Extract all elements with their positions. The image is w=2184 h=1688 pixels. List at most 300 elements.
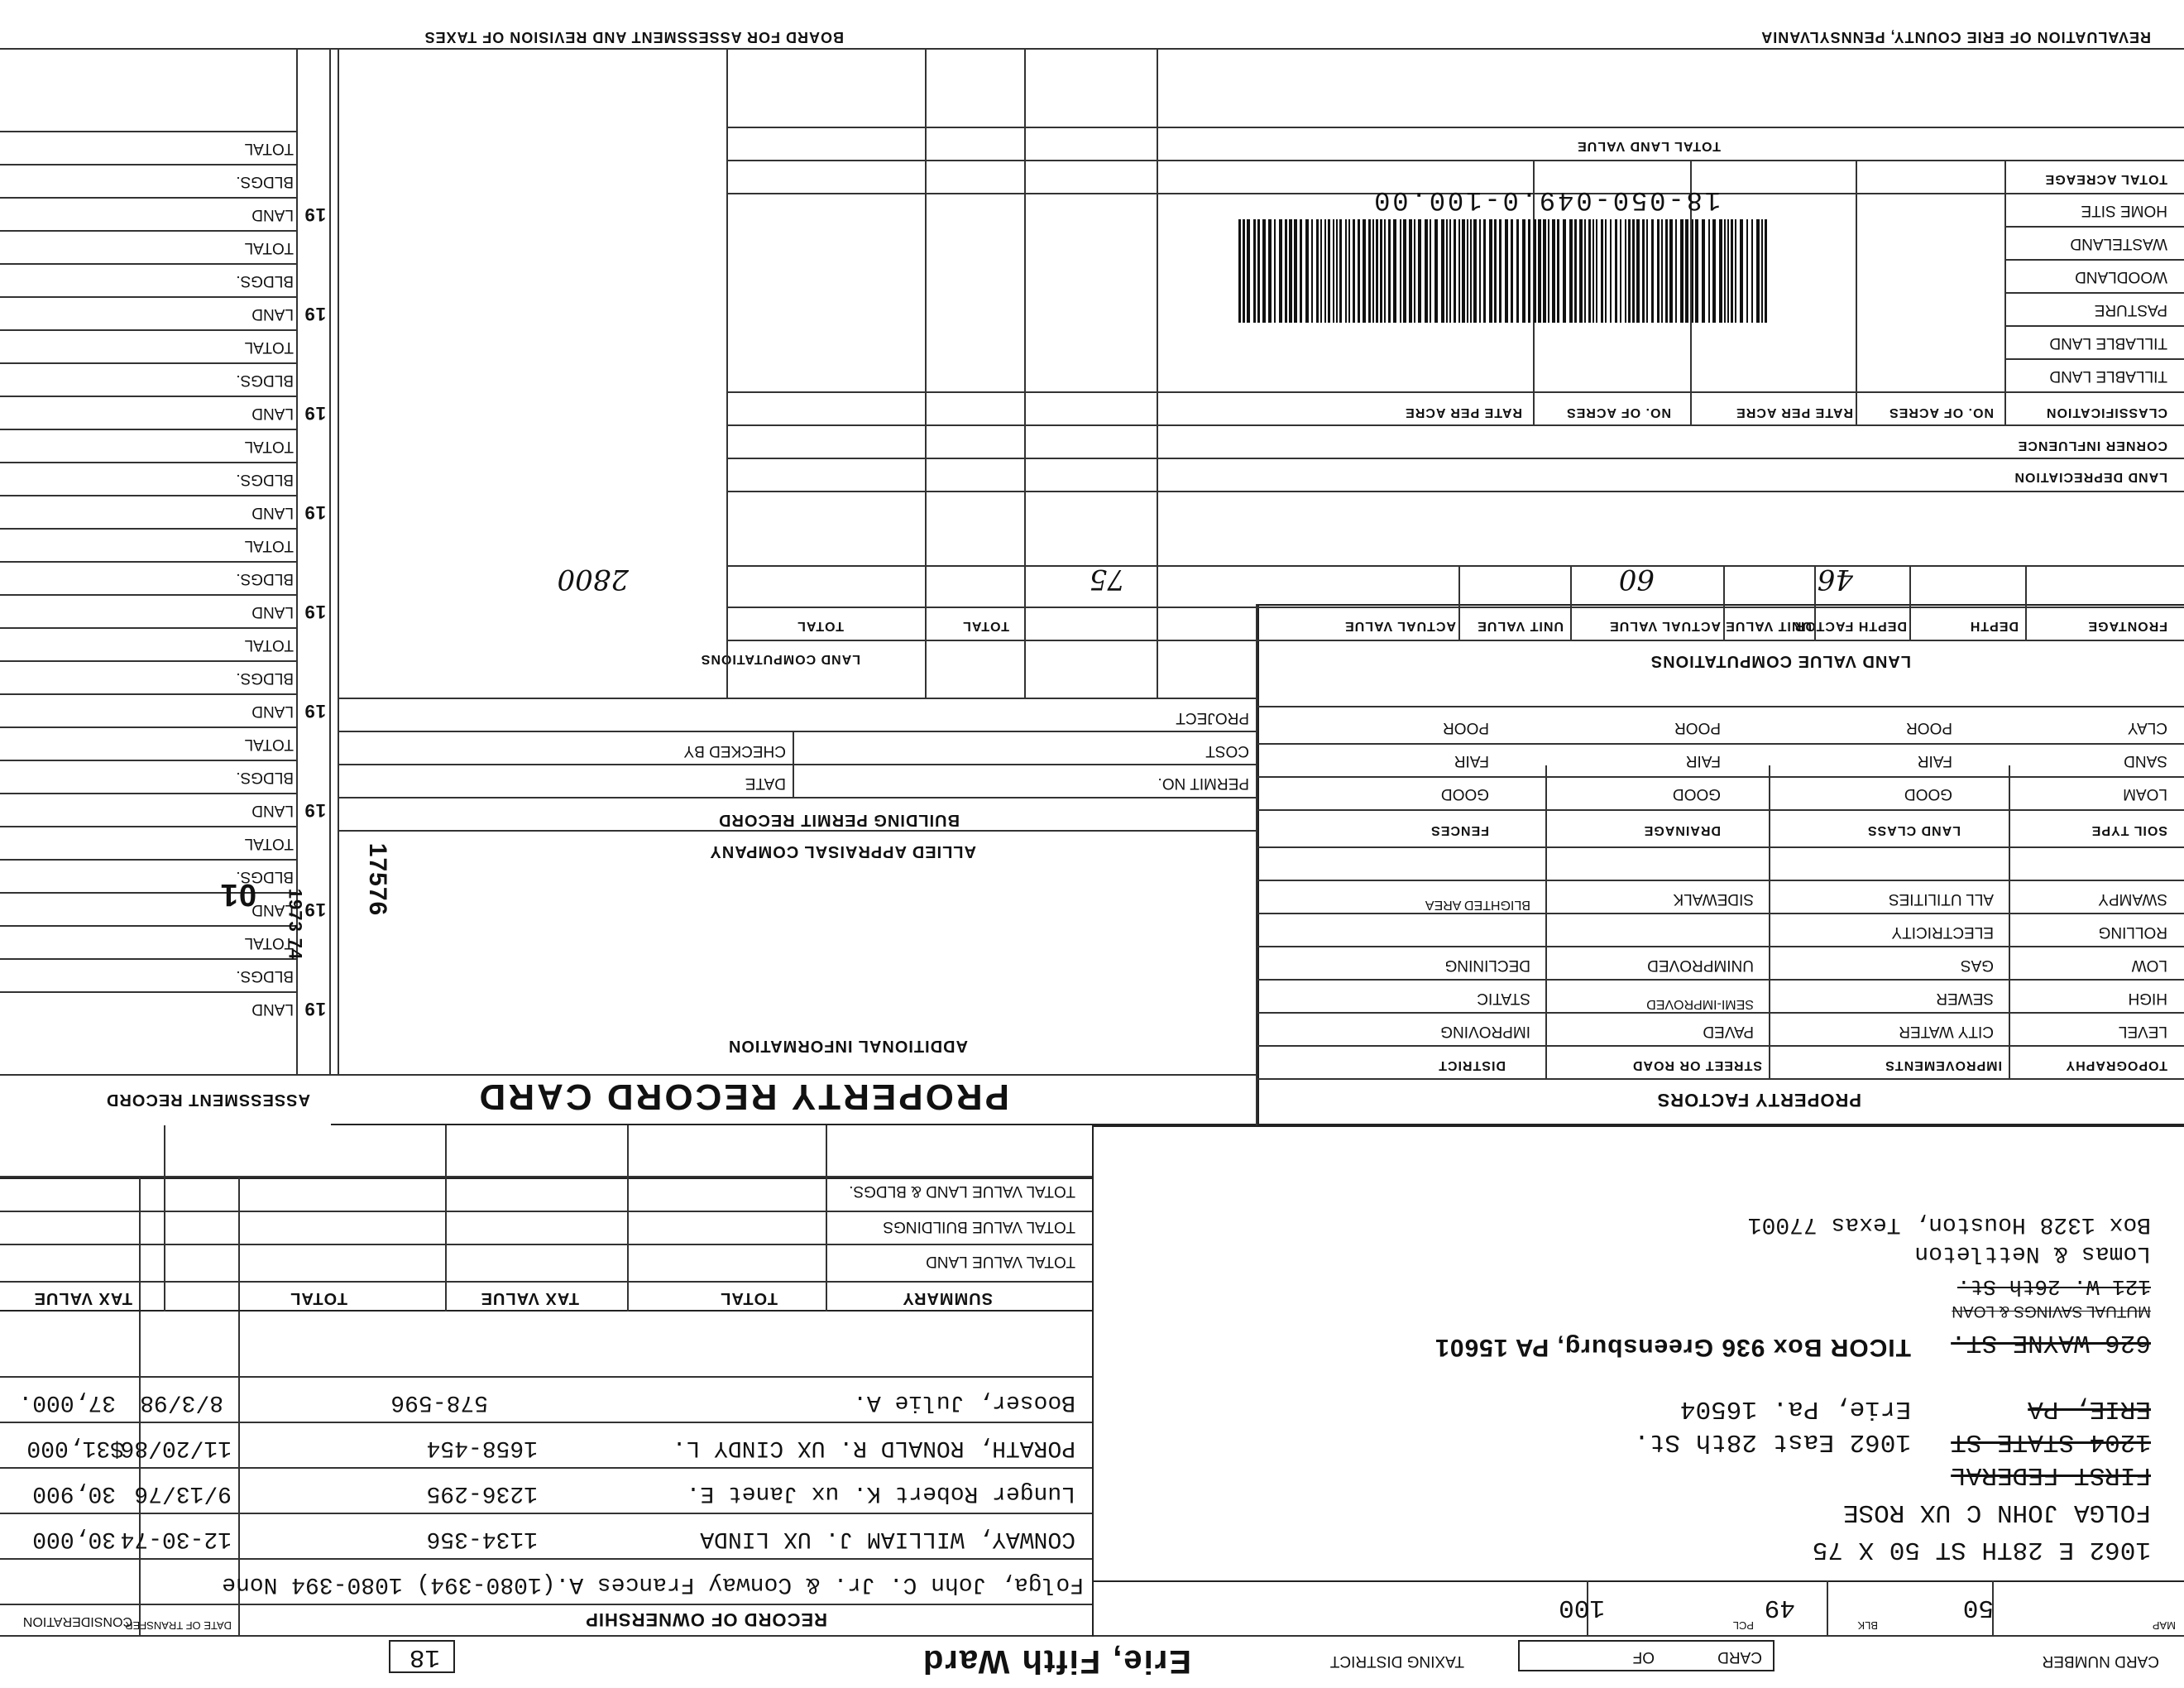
barcode-bar [1724,219,1726,323]
depth-factor-header: DEPTH FACTOR [1794,619,1907,633]
street-sidewalk: SIDEWALK [1673,890,1754,908]
map-value: 50 [1962,1593,1994,1622]
depth-handwritten: 60 [1618,563,1655,596]
land-class-fair: FAIR [1917,752,1952,770]
barcode-bar [1494,219,1497,323]
frontage-header: FRONTAGE [2087,619,2167,633]
topo-rolling: ROLLING [2098,923,2167,941]
ward-number: 18 [409,1642,440,1671]
barcode-bar [1358,219,1360,323]
date-of-transfer-header: DATE OF TRANSFER [125,1619,232,1632]
soil-loam: LOAM [2123,785,2167,803]
mortgagee-3: Lomas & Nettleton [1914,1240,2151,1266]
actual-value-header-1: ACTUAL VALUE [1609,619,1721,633]
owner-row-3: Lunger Robert K. ux Janet E. [686,1480,1075,1506]
barcode-bar [1268,219,1272,323]
owner-row-5-amount: 37,000. [18,1389,116,1415]
summary-tax-value-2: TAX VALUE [33,1289,132,1307]
mortgagee-2: MUTUAL SAVINGS & LOAN [1952,1302,2151,1320]
barcode-bar [1409,219,1412,323]
drainage-good: GOOD [1672,785,1721,803]
permit-date-label: DATE [745,774,786,792]
barcode-bar [1324,219,1326,323]
barcode-bar [1400,219,1401,323]
barcode-bar [1584,219,1586,323]
barcode-bar [1339,219,1342,323]
assessment-row-line [0,296,298,298]
depth-factor-handwritten: 46 [1817,563,1853,596]
checked-by-label: CHECKED BY [683,742,786,760]
assessment-year-prefix: 19 [304,999,326,1019]
no-of-acres-header-1: NO. OF ACRES [1889,405,1994,420]
land-value-title: LAND VALUE COMPUTATIONS [1650,652,1911,670]
permit-no-label: PERMIT NO. [1157,774,1249,792]
barcode-bar [1511,219,1513,323]
owner-row-4-book: 1658-454 [426,1435,538,1460]
district-declining: DECLINING [1444,957,1530,974]
barcode-bar [1680,219,1684,323]
owner-row-1: Folga, John C. Jr. & Conway Frances A.(1080-394) 1080-394 None [222,1571,1084,1597]
barcode-bar [1294,219,1297,323]
property-factors [1257,604,2184,1125]
owner-row-2-date: 12-30-74 [120,1526,232,1551]
assessment-row-line [0,660,298,662]
total-handwritten: 2800 [557,563,629,596]
street-unimproved: UNIMPROVED [1647,957,1754,974]
assessment-row-line [0,760,298,761]
barcode-bar [1731,219,1733,323]
topo-swampy: SWAMPY [2098,890,2167,908]
barcode-bar [1751,219,1753,323]
barcode-bar [1516,219,1519,323]
barcode-bar [1534,219,1536,323]
improvements-header: IMPROVEMENTS [1885,1058,2002,1072]
land-class-poor: POOR [1906,719,1952,736]
street-semi-improved: SEMI-IMPROVED [1646,997,1754,1011]
assessment-row-line [0,727,298,728]
assessment-row-line [0,958,298,960]
barcode-bar [1642,219,1645,323]
summary-row-total: TOTAL VALUE LAND & BLDGS. [849,1182,1075,1200]
barcode-bar [1247,219,1250,323]
barcode-bar [1257,219,1260,323]
assessment-row-line [0,793,298,794]
barcode-bar [1467,219,1468,323]
assessment-land-label: LAND [251,603,294,621]
assessment-bldgs-label: BLDGS. [236,570,294,587]
assessment-land-label: LAND [251,802,294,819]
barcode-bar [1333,219,1334,323]
street-paved: PAVED [1703,1023,1754,1040]
barcode-bar [1708,219,1710,323]
barcode-bar [1692,219,1693,323]
barcode-bar [1345,219,1347,323]
rate-per-acre-header-1: RATE PER ACRE [1736,405,1853,420]
assessment-row-line [0,197,298,199]
barcode-bar [1522,219,1525,323]
imp-sewer: SEWER [1936,990,1994,1007]
district-header: DISTRICT [1438,1058,1506,1072]
barcode-bar [1483,219,1486,323]
assessment-record-title: ASSESSMENT RECORD [105,1091,310,1109]
ticor-stamp: TICOR Box 936 Greensburg, PA 15601 [1434,1334,1911,1361]
barcode-bar [1376,219,1378,323]
land-depreciation-label: LAND DEPRECIATION [2014,470,2167,484]
owner-row-3-book: 1236-295 [426,1480,538,1506]
drainage-fair: FAIR [1685,752,1721,770]
barcode-bar [1552,219,1555,323]
fences-fair: FAIR [1454,752,1489,770]
pasture: PASTURE [2094,301,2167,319]
barcode-bar [1702,219,1705,323]
imp-gas: GAS [1960,957,1994,974]
owner-row-2: CONWAY, WILLIAM J. UX LINDA [700,1526,1075,1551]
owner-row-3-date: 9/13/76 [134,1480,232,1506]
barcode-bar [1669,219,1673,323]
barcode-bar [1625,219,1626,323]
barcode-bar [1262,219,1266,323]
assessment-row-line [0,131,298,132]
barcode-bar [1449,219,1451,323]
ownership-title: RECORD OF OWNERSHIP [585,1609,827,1630]
blk-label: BLK [1857,1619,1878,1632]
fences-poor: POOR [1443,719,1489,736]
barcode-bar [1479,219,1481,323]
barcode-bar [1368,219,1371,323]
owner-name: FOLGA JOHN C UX ROSE [1842,1498,2151,1527]
barcode-bar [1380,219,1382,323]
barcode-bar [1657,219,1660,323]
stamp-number: 17576 [363,842,391,917]
summary-title: SUMMARY [902,1289,993,1307]
barcode-bar [1746,219,1748,323]
assessment-row-line [0,561,298,563]
assessment-row-line [0,859,298,861]
owner-address: 1062 East 28th St. [1634,1427,1911,1456]
assessment-bldgs-label: BLDGS. [236,669,294,687]
barcode-bar [1403,219,1406,323]
fences-good: GOOD [1440,785,1489,803]
barcode-bar [1528,219,1530,323]
assessment-year-prefix: 19 [304,502,326,523]
barcode-bar [1446,219,1448,323]
ward-name: Erie, Fifth Ward [921,1643,1191,1680]
corner-influence-label: CORNER INFLUENCE [2017,439,2167,453]
owner-row-3-amount: 30,900 [32,1480,116,1506]
assessment-year-prefix: 19 [304,899,326,920]
topo-level: LEVEL [2118,1023,2167,1040]
barcode-bar [1388,219,1391,323]
barcode-bar [1651,219,1654,323]
barcode-bar [1505,219,1508,323]
barcode-bar [1311,219,1313,323]
allied-appraisal: ALLIED APPRAISAL COMPANY [709,842,976,861]
barcode-bar [1601,219,1603,323]
assessment-land-label: LAND [251,703,294,720]
barcode-bar [1765,219,1767,323]
mortgagee-1: FIRST FEDERAL [1951,1460,2151,1489]
mortgagee-2-address: 626 WAYNE ST. [1951,1328,2151,1357]
barcode-bar [1300,219,1302,323]
barcode-bar [1563,219,1566,323]
barcode-bar [1316,219,1319,323]
summary-total-2: TOTAL [290,1289,347,1307]
barcode-bar [1756,219,1760,323]
barcode-bar [1243,219,1245,323]
barcode-bar [1761,219,1763,323]
taxing-district-label: TAXING DISTRICT [1329,1652,1464,1670]
district-static: STATIC [1477,990,1530,1007]
assessment-row-line [0,594,298,596]
barcode-bar [1636,219,1640,323]
barcode-bar [1489,219,1492,323]
barcode-bar [1610,219,1612,323]
map-row [1092,1580,2184,1637]
barcode-bar [1363,219,1366,323]
barcode-bar [1665,219,1668,323]
barcode-bar [1470,219,1472,323]
summary-row-land: TOTAL VALUE LAND [926,1253,1075,1270]
home-site: HOME SITE [2081,202,2167,219]
assessment-row-line [0,263,298,265]
barcode [1117,219,1770,323]
mortgagee-3-address: Box 1328 Houston, Texas 77001 [1747,1211,2151,1237]
depth-header: DEPTH [1969,619,2019,633]
imp-electricity: ELECTRICITY [1891,923,1994,941]
assessment-row-line [0,495,298,496]
pcl-value: 100 [1559,1593,1605,1622]
barcode-bar [1579,219,1583,323]
summary-total-1: TOTAL [720,1289,778,1307]
barcode-bar [1430,219,1431,323]
barcode-bar [1735,219,1736,323]
property-address: 1062 E 28TH ST 50 X 75 [1812,1535,2151,1564]
barcode-bar [1543,219,1546,323]
topography-header: TOPOGRAPHY [2065,1058,2167,1072]
summary-row-buildings: TOTAL VALUE BUILDINGS [883,1218,1075,1235]
barcode-bar [1253,219,1256,323]
barcode-bars [1117,219,1770,323]
barcode-bar [1548,219,1549,323]
permit-cost-label: COST [1205,742,1249,760]
barcode-bar [1615,219,1617,323]
frontage-handwritten: 75 [1089,563,1125,596]
revaluation-title: REVALUATION OF ERIE COUNTY, PENNSYLVANIA [1760,29,2151,46]
assessment-bldgs-label: BLDGS. [236,272,294,290]
street-header: STREET OR ROAD [1631,1058,1762,1072]
assessment-bldgs-label: BLDGS. [236,967,294,985]
assessment-row-line [0,528,298,530]
barcode-bar [1675,219,1677,323]
soil-clay: CLAY [2127,719,2167,736]
assessment-bldgs-label: BLDGS. [236,173,294,190]
assessment-land-label: LAND [251,305,294,323]
assessment-row-line [0,826,298,827]
barcode-bar [1454,219,1456,323]
assessment-row-line [0,329,298,331]
classification-label: CLASSIFICATION [2045,405,2167,420]
district-blighted: BLIGHTED AREA [1425,898,1530,912]
fences-header: FENCES [1430,823,1489,837]
pcl-label: PCL [1732,1619,1754,1632]
assessment-land-label: LAND [251,206,294,223]
barcode-bar [1462,219,1465,323]
mortgagee-1-address: 1204 STATE ST [1951,1427,2151,1456]
unit-value-header-1: UNIT VALUE [1725,619,1812,633]
barcode-bar [1384,219,1386,323]
wasteland: WASTELAND [2070,235,2167,252]
barcode-bar [1712,219,1716,323]
assessment-year-prefix: 19 [304,701,326,722]
barcode-bar [1661,219,1663,323]
barcode-bar [1646,219,1648,323]
rate-per-acre-header-2: RATE PER ACRE [1405,405,1522,420]
drainage-header: DRAINAGE [1643,823,1721,837]
assessment-row-line [0,991,298,993]
owner-row-5-book: 578-596 [390,1389,488,1415]
tillable-land-2: TILLABLE LAND [2049,334,2167,352]
barcode-bar [1605,219,1607,323]
topo-high: HIGH [2128,990,2167,1007]
imp-city-water: CITY WATER [1899,1023,1994,1040]
barcode-bar [1685,219,1688,323]
barcode-text: 18-050-049.0-100.00 [1372,185,1721,215]
barcode-bar [1727,219,1729,323]
barcode-bar [1372,219,1374,323]
summary-tax-value-1: TAX VALUE [480,1289,579,1307]
assessment-total-label: TOTAL [244,537,294,554]
barcode-bar [1320,219,1322,323]
total-acreage-label: TOTAL ACREAGE [2044,172,2167,186]
assessment-total-label: TOTAL [244,338,294,356]
assessment-land-label: LAND [251,405,294,422]
barcode-bar [1596,219,1597,323]
land-class-header: LAND CLASS [1866,823,1961,837]
barcode-bar [1348,219,1350,323]
assessment-year-1974: 1973 74 [285,888,306,961]
consideration-header: CONSIDERATION [22,1614,132,1628]
soil-sand: SAND [2124,752,2167,770]
assessment-land-label: LAND [251,504,294,521]
owner-city: Erie, Pa. 16504 [1679,1394,1911,1423]
assessment-bldgs-label: BLDGS. [236,868,294,885]
assessment-total-label: TOTAL [244,239,294,257]
barcode-bar [1328,219,1330,323]
barcode-bar [1425,219,1428,323]
assessment-bldgs-label: BLDGS. [236,372,294,389]
woodland: WOODLAND [2075,268,2167,285]
assessment-row-line [0,362,298,364]
assessment-total-label: TOTAL [244,835,294,852]
project-label: PROJECT [1176,709,1249,727]
assessment-total-label: TOTAL [244,438,294,455]
barcode-bar [1473,219,1477,323]
barcode-bar [1719,219,1722,323]
map-label: MAP [2152,1619,2176,1632]
district-improving: IMPROVING [1440,1023,1530,1040]
page-title: PROPERTY RECORD CARD [477,1077,1009,1117]
drainage-poor: POOR [1674,719,1721,736]
assessment-land-label: LAND [251,901,294,918]
barcode-bar [1620,219,1621,323]
land-class-good: GOOD [1904,785,1952,803]
barcode-bar [1336,219,1338,323]
assessment-row-line [0,627,298,629]
assessment-row-line [0,462,298,463]
mortgagee-1-city: ERIE, PA [2028,1394,2151,1423]
assessment-total-label: TOTAL [244,140,294,157]
barcode-bar [1285,219,1287,323]
assessment-year-prefix: 19 [304,602,326,622]
barcode-bar [1632,219,1635,323]
assessment-year-prefix: 19 [304,204,326,225]
barcode-bar [1695,219,1698,323]
assessment-land-label: LAND [251,1000,294,1018]
assessment-row-line [0,396,298,397]
barcode-bar [1434,219,1438,323]
barcode-bar [1538,219,1541,323]
no-of-acres-header-2: NO. OF ACRES [1566,405,1671,420]
imp-all-utilities: ALL UTILITIES [1888,890,1994,908]
card-label: CARD [1717,1648,1762,1666]
owner-row-2-book: 1134-356 [426,1526,538,1551]
assessment-bldgs-label: BLDGS. [236,471,294,488]
barcode-bar [1279,219,1282,323]
barcode-bar [1574,219,1577,323]
barcode-bar [1305,219,1309,323]
land-computations-title: LAND COMPUTATIONS [700,652,860,666]
barcode-bar [1274,219,1276,323]
board-title: BOARD FOR ASSESSMENT AND REVISION OF TAXES [424,29,844,46]
of-label: OF [1632,1648,1655,1666]
assessment-row-line [0,925,298,927]
owner-row-4-amount: $31,000 [26,1435,124,1460]
barcode-bar [1588,219,1591,323]
owner-row-4-date: 11/20/86 [120,1435,232,1460]
assessment-row-line [0,429,298,430]
soil-type-header: SOIL TYPE [2091,823,2167,837]
owner-row-2-amount: 30,000 [32,1526,116,1551]
building-permit-title: BUILDING PERMIT RECORD [718,811,960,829]
owner-row-5-date: 8/3/98 [140,1389,223,1415]
barcode-bar [1414,219,1415,323]
property-factors-title: PROPERTY FACTORS [1656,1090,1861,1110]
assessment-row-line [0,164,298,165]
assessment-total-label: TOTAL [244,934,294,952]
barcode-bar [1592,219,1594,323]
assessment-year-prefix: 19 [304,800,326,821]
barcode-bar [1353,219,1355,323]
tillable-land-1: TILLABLE LAND [2049,367,2167,385]
owner-row-5: Booser, Julie A. [853,1389,1075,1415]
barcode-bar [1499,219,1502,323]
topo-low: LOW [2131,957,2167,974]
barcode-bar [1569,219,1573,323]
assessment-total-label: TOTAL [244,736,294,753]
barcode-bar [1238,219,1241,323]
assessment-total-label: TOTAL [244,636,294,654]
mortgagee-2-street: 121 W. 26th St. [1956,1274,2151,1299]
assessment-bldgs-label: BLDGS. [236,769,294,786]
barcode-bar [1557,219,1559,323]
blk-value: 49 [1764,1593,1795,1622]
assessment-row-line [0,693,298,695]
actual-value-header-2: ACTUAL VALUE [1344,619,1456,633]
additional-info-title: ADDITIONAL INFORMATION [727,1037,968,1055]
barcode-bar [1458,219,1460,323]
barcode-bar [1740,219,1743,323]
owner-row-4: PORATH, RONALD R. UX CINDY L. [672,1435,1075,1460]
